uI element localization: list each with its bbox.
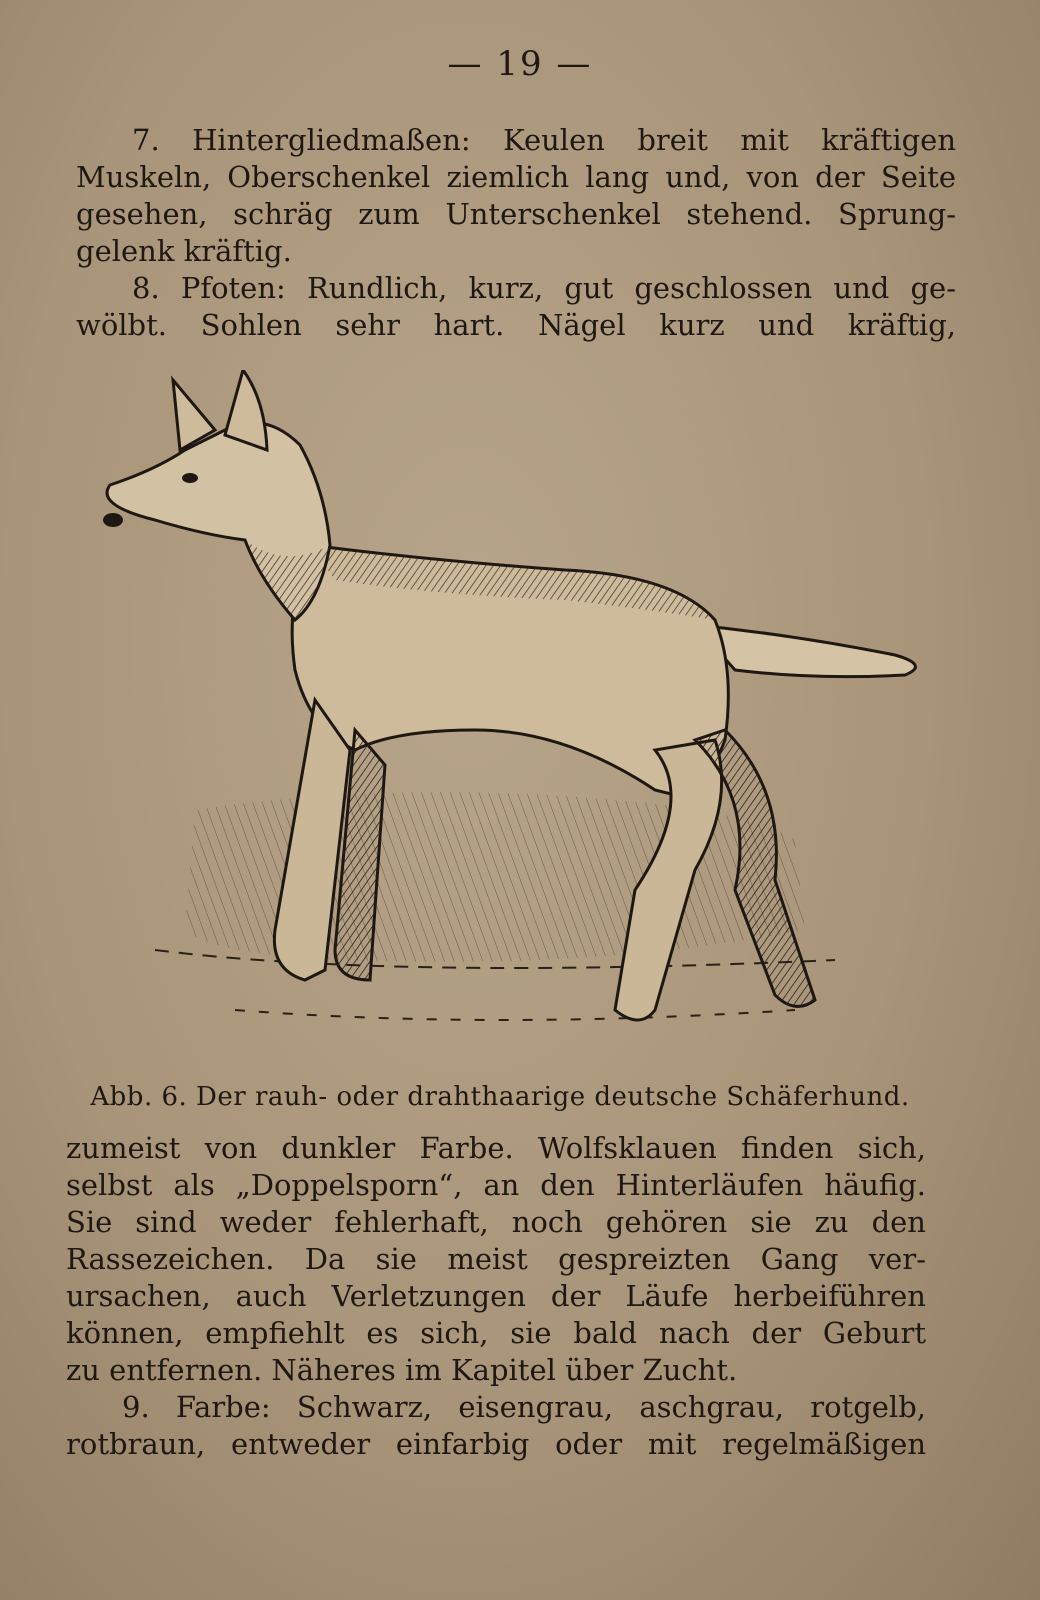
text-line: 9. Farbe: Schwarz, eisengrau, aschgrau, rotgelb, — [122, 1390, 926, 1424]
text-line: Muskeln, Oberschenkel ziemlich lang und, von der Seite — [76, 160, 956, 194]
text-line: 8. Pfoten: Rundlich, kurz, gut geschlossen und ge- — [132, 271, 956, 305]
shepherd-dog-icon — [95, 370, 945, 1060]
text-line: zumeist von dunkler Farbe. Wolfsklauen finden sich, — [66, 1131, 926, 1165]
bottom-paragraphs — [66, 1130, 926, 1463]
text-line: ursachen, auch Verletzungen der Läufe herbeiführen — [66, 1279, 926, 1313]
text-line: gesehen, schräg zum Unterschenkel stehend. Sprung- — [76, 197, 956, 231]
page-number: — 19 — — [447, 44, 593, 84]
text-line: gelenk kräftig. — [76, 234, 292, 268]
text-line: 7. Hintergliedmaßen: Keulen breit mit kräftigen — [132, 123, 956, 157]
dog-illustration — [95, 370, 945, 1060]
top-paragraphs — [76, 122, 956, 344]
text-line: zu entfernen. Näheres im Kapitel über Zucht. — [66, 1353, 738, 1387]
text-line: wölbt. Sohlen sehr hart. Nägel kurz und kräftig, — [76, 308, 956, 342]
figure-caption: Abb. 6. Der rauh- oder drahthaarige deutsche Schäferhund. — [90, 1082, 910, 1112]
text-line: rotbraun, entweder einfarbig oder mit regelmäßigen — [66, 1427, 926, 1461]
text-line: Sie sind weder fehlerhaft, noch gehören sie zu den — [66, 1205, 926, 1239]
text-line: selbst als „Doppelsporn“, an den Hinterläufen häufig. — [66, 1168, 926, 1202]
text-line: können, empfiehlt es sich, sie bald nach der Geburt — [66, 1316, 926, 1350]
text-line: Rassezeichen. Da sie meist gespreizten Gang ver- — [66, 1242, 926, 1276]
